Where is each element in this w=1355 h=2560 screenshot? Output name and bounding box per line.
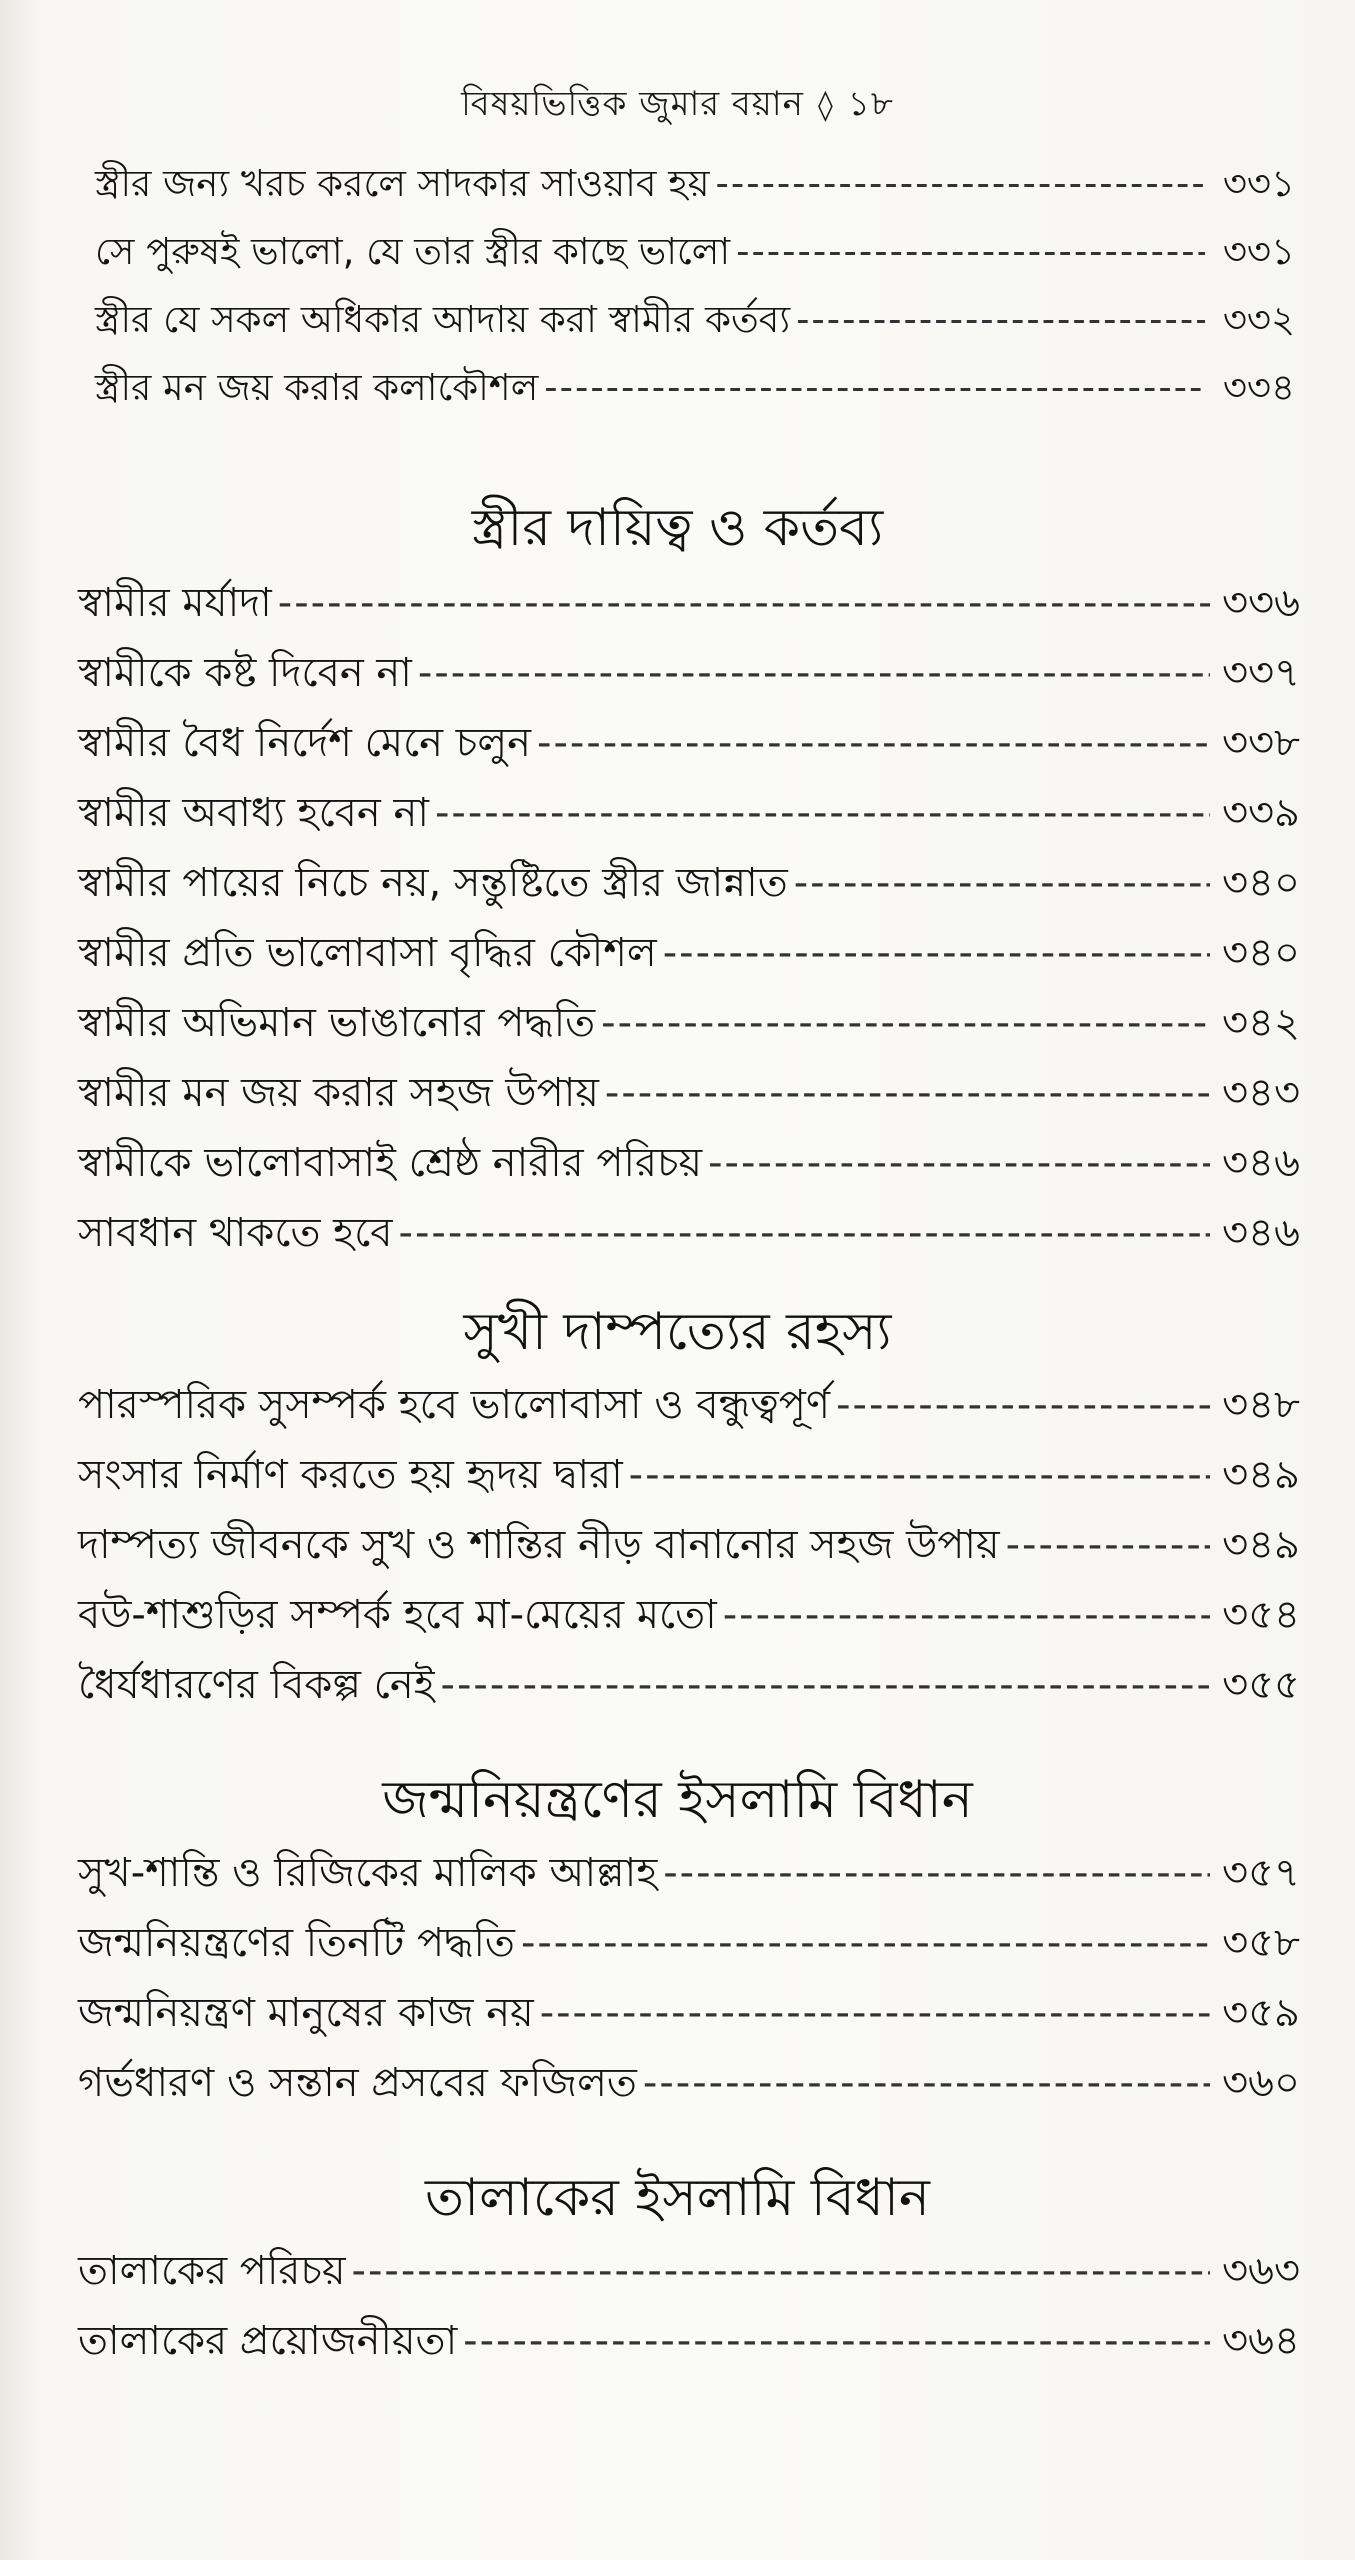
- toc-entry-title: স্ত্রীর মন জয় করার কলাকৌশল: [95, 366, 539, 409]
- toc-entry: [0, 1440, 1355, 1510]
- leader-dots: [716, 150, 1205, 218]
- toc-entry-page: ৩৫৪: [1222, 1592, 1300, 1638]
- toc-entry: [0, 1510, 1355, 1580]
- leader-dots: [708, 1128, 1210, 1198]
- toc-entry: [0, 2236, 1355, 2306]
- toc-entry-page: ৩৬০: [1221, 2060, 1300, 2106]
- toc-entry-title: সাবধান থাকতে হবে: [78, 1210, 393, 1256]
- running-header: [0, 78, 1355, 135]
- leader-dots: [352, 2236, 1210, 2306]
- leader-dots: [605, 1058, 1210, 1128]
- toc-entry-title: সংসার নির্মাণ করতে হয় হৃদয় দ্বারা: [78, 1452, 623, 1498]
- toc-section: [0, 2236, 1355, 2376]
- toc-entry: [0, 1198, 1355, 1268]
- toc-entry-page: ৩৪৬: [1222, 1140, 1300, 1186]
- toc-section-continued: [0, 150, 1355, 422]
- leader-dots: [794, 848, 1210, 918]
- toc-entry-title: স্ত্রীর যে সকল অধিকার আদায় করা স্বামীর কর্তব্য: [95, 298, 791, 341]
- toc-entry-page: ৩৪৮: [1222, 1382, 1300, 1428]
- toc-entry: [0, 286, 1355, 354]
- toc-entry-title: স্বামীর অভিমান ভাঙানোর পদ্ধতি: [78, 1000, 596, 1046]
- toc-entry-page: ৩৩৬: [1221, 580, 1300, 626]
- toc-entry-page: ৩৩১: [1222, 230, 1295, 273]
- toc-entry-title: তালাকের প্রয়োজনীয়তা: [78, 2318, 458, 2364]
- toc-entry-page: ৩৪৩: [1222, 1070, 1300, 1116]
- leader-dots: [544, 354, 1205, 422]
- toc-entry-page: ৩৫৯: [1222, 1990, 1300, 2036]
- toc-entry-page: ৩৪০: [1222, 860, 1300, 906]
- toc-section: [0, 568, 1355, 1268]
- toc-entry: [0, 2306, 1355, 2376]
- leader-dots: [836, 1370, 1210, 1440]
- toc-entry-page: ৩৪৯: [1222, 1452, 1300, 1498]
- leader-dots: [601, 988, 1210, 1058]
- toc-entry-page: ৩৫৭: [1222, 1850, 1300, 1896]
- toc-entry: [0, 988, 1355, 1058]
- toc-entry-title: স্বামীর মন জয় করার সহজ উপায়: [78, 1070, 599, 1116]
- toc-entry-page: ৩৬৪: [1222, 2318, 1300, 2364]
- toc-entry-title: স্ত্রীর জন্য খরচ করলে সাদকার সাওয়াব হয়: [95, 162, 710, 205]
- toc-entry-page: ৩৫৮: [1222, 1920, 1300, 1966]
- toc-entry-title: সে পুরুষই ভালো, যে তার স্ত্রীর কাছে ভালো: [95, 230, 731, 273]
- toc-entry: [0, 1908, 1355, 1978]
- section-heading: জন্মনিয়ন্ত্রণের ইসলামি বিধান: [382, 1770, 973, 1830]
- toc-entry-page: ৩৫৫: [1222, 1662, 1300, 1708]
- toc-entry-page: ৩৪০: [1222, 930, 1300, 976]
- toc-entry-title: জন্মনিয়ন্ত্রণের তিনটি পদ্ধতি: [78, 1920, 515, 1966]
- toc-entry-page: ৩৩২: [1222, 298, 1295, 341]
- toc-entry: [0, 778, 1355, 848]
- toc-entry-title: গর্ভধারণ ও সন্তান প্রসবের ফজিলত: [78, 2060, 637, 2106]
- toc-entry: [0, 638, 1355, 708]
- toc-entry: [0, 708, 1355, 778]
- leader-dots: [723, 1580, 1210, 1650]
- toc-entry-page: ৩৩৮: [1222, 720, 1300, 766]
- toc-entry-title: স্বামীকে কষ্ট দিবেন না: [78, 650, 412, 696]
- leader-dots: [736, 218, 1205, 286]
- toc-entry-title: স্বামীর বৈধ নির্দেশ মেনে চলুন: [78, 720, 532, 766]
- leader-dots: [418, 638, 1210, 708]
- leader-dots: [399, 1198, 1210, 1268]
- toc-entry-title: তালাকের পরিচয়: [78, 2248, 346, 2294]
- header-page-number: ১৮: [847, 84, 894, 124]
- toc-entry-title: ধৈর্যধারণের বিকল্প নেই: [78, 1662, 435, 1708]
- leader-dots: [796, 286, 1205, 354]
- toc-entry: [0, 218, 1355, 286]
- toc-entry: [0, 1058, 1355, 1128]
- toc-entry-title: স্বামীর অবাধ্য হবেন না: [78, 790, 429, 836]
- header-book-title: বিষয়ভিত্তিক জুমার বয়ান: [461, 84, 804, 124]
- toc-entry: [0, 568, 1355, 638]
- toc-entry-title: জন্মনিয়ন্ত্রণ মানুষের কাজ নয়: [78, 1990, 534, 2036]
- toc-entry: [0, 848, 1355, 918]
- leader-dots: [521, 1908, 1210, 1978]
- toc-entry: [0, 1838, 1355, 1908]
- toc-entry-title: স্বামীর পায়ের নিচে নয়, সন্তুষ্টিতে স্ত্রীর জান্নাত: [78, 860, 788, 906]
- toc-entry: [0, 1978, 1355, 2048]
- toc-entry-title: বউ-শাশুড়ির সম্পর্ক হবে মা-মেয়ের মতো: [78, 1592, 717, 1638]
- toc-entry-page: ৩৩৪: [1222, 366, 1295, 409]
- toc-entry: [0, 1128, 1355, 1198]
- leader-dots: [463, 2306, 1210, 2376]
- leader-dots: [537, 708, 1210, 778]
- leader-dots: [278, 568, 1210, 638]
- leader-dots: [441, 1650, 1210, 1720]
- toc-entry-page: ৩৪৬: [1222, 1210, 1300, 1256]
- toc-entry-title: দাম্পত্য জীবনকে সুখ ও শান্তির নীড় বানানোর সহজ উপায়: [78, 1522, 1000, 1568]
- toc-entry-title: স্বামীর প্রতি ভালোবাসা বৃদ্ধির কৌশল: [78, 930, 657, 976]
- toc-entry: [0, 1580, 1355, 1650]
- toc-entry-page: ৩৬৩: [1221, 2248, 1300, 2294]
- toc-entry: [0, 150, 1355, 218]
- section-heading: স্ত্রীর দায়িত্ব ও কর্তব্য: [471, 498, 884, 558]
- toc-entry-title: পারস্পরিক সুসম্পর্ক হবে ভালোবাসা ও বন্ধুত্বপূর্ণ: [78, 1382, 831, 1428]
- toc-entry-title: সুখ-শান্তি ও রিজিকের মালিক আল্লাহ: [78, 1850, 658, 1896]
- toc-entry-page: ৩৩৯: [1222, 790, 1300, 836]
- section-heading: তালাকের ইসলামি বিধান: [425, 2168, 930, 2228]
- header-separator-icon: ◊: [817, 88, 834, 123]
- toc-entry: [0, 2048, 1355, 2118]
- toc-entry: [0, 354, 1355, 422]
- leader-dots: [1006, 1510, 1210, 1580]
- toc-entry: [0, 918, 1355, 988]
- leader-dots: [629, 1440, 1210, 1510]
- toc-entry-title: স্বামীর মর্যাদা: [78, 580, 272, 626]
- toc-entry-page: ৩৪৯: [1222, 1522, 1300, 1568]
- leader-dots: [540, 1978, 1210, 2048]
- toc-entry-page: ৩৩১: [1222, 162, 1295, 205]
- toc-section: [0, 1370, 1355, 1720]
- leader-dots: [643, 2048, 1210, 2118]
- leader-dots: [663, 1838, 1210, 1908]
- leader-dots: [663, 918, 1210, 988]
- toc-entry-page: ৩৪২: [1222, 1000, 1300, 1046]
- toc-section: [0, 1838, 1355, 2118]
- toc-entry: [0, 1650, 1355, 1720]
- section-heading: সুখী দাম্পত্যের রহস্য: [463, 1302, 892, 1362]
- toc-entry-title: স্বামীকে ভালোবাসাই শ্রেষ্ঠ নারীর পরিচয়: [78, 1140, 703, 1186]
- toc-entry: [0, 1370, 1355, 1440]
- leader-dots: [435, 778, 1210, 848]
- toc-entry-page: ৩৩৭: [1221, 650, 1300, 696]
